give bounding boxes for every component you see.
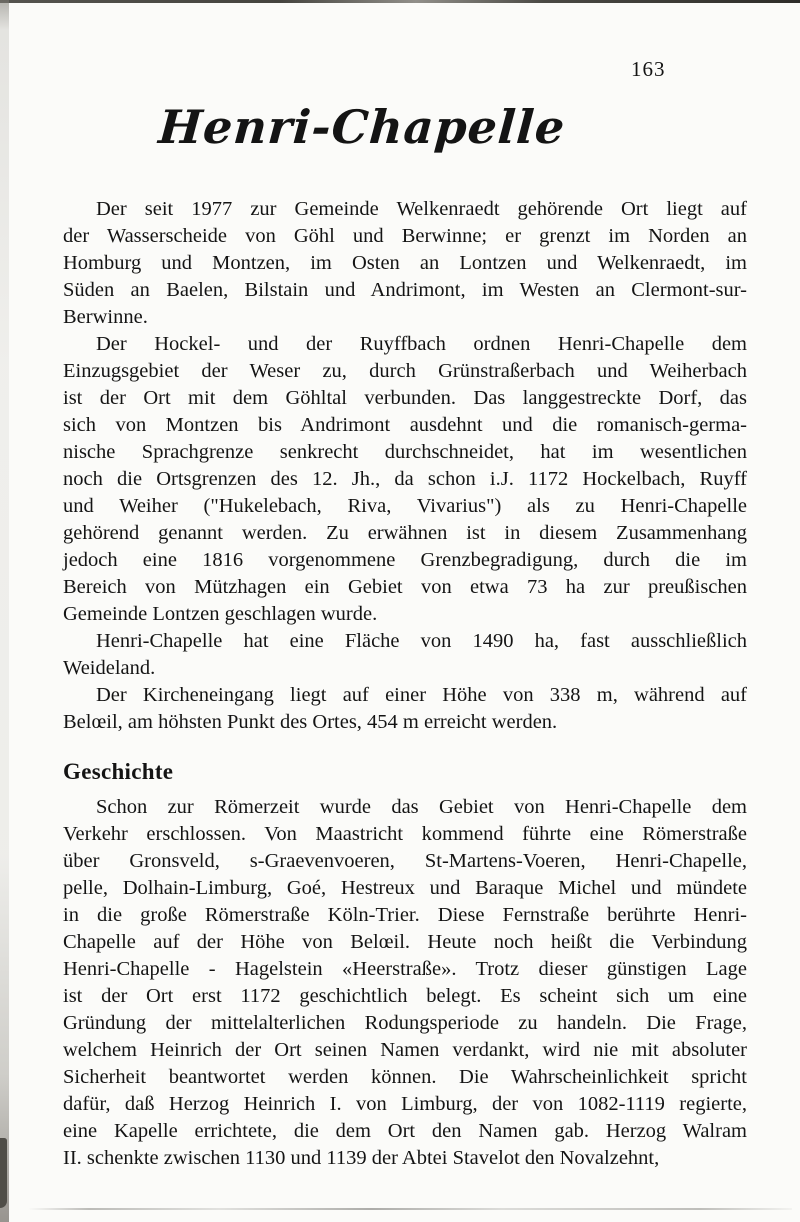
text-line: Bereich von Mützhagen ein Gebiet von etwa 73 ha zur preußischen [63, 576, 747, 598]
text-line: Sicherheit beantwortet werden können. Die Wahrscheinlichkeit spricht [63, 1066, 747, 1088]
text-line: gehörend genannt werden. Zu erwähnen ist in diesem Zusammenhang [63, 522, 747, 544]
text-line: Gründung der mittelalterlichen Rodungsperiode zu handeln. Die Frage, [63, 1012, 747, 1034]
text-line: Homburg und Montzen, im Osten an Lontzen und Welkenraedt, im [63, 252, 747, 274]
text-line: ist der Ort mit dem Göhltal verbunden. Das langgestreckte Dorf, das [63, 387, 747, 409]
section-heading: Geschichte [63, 759, 174, 784]
text-line: welchem Heinrich der Ort seinen Namen verdankt, wird nie mit absoluter [63, 1039, 747, 1061]
page-number: 163 [631, 57, 666, 81]
text-line: Der Hockel- und der Ruyffbach ordnen Henri-Chapelle dem [96, 333, 747, 355]
paragraph [63, 682, 747, 736]
text-line: Henri-Chapelle hat eine Fläche von 1490 ha, fast ausschließlich [96, 630, 747, 652]
text-line: Chapelle auf der Höhe von Belœil. Heute noch heißt die Verbindung [63, 931, 747, 953]
text-line: pelle, Dolhain-Limburg, Goé, Hestreux und Baraque Michel und mündete [63, 877, 747, 899]
text-block [63, 196, 747, 1172]
paragraph [63, 628, 747, 682]
text-line: in die große Römerstraße Köln-Trier. Diese Fernstraße berührte Henri- [63, 904, 747, 926]
text-line: jedoch eine 1816 vorgenommene Grenzbegradigung, durch die im [63, 549, 747, 571]
text-line: Der Kircheneingang liegt auf einer Höhe von 338 m, während auf [96, 684, 747, 706]
text-line: und Weiher ("Hukelebach, Riva, Vivarius") als zu Henri-Chapelle [63, 495, 747, 517]
text-line: Einzugsgebiet der Weser zu, durch Grünstraßerbach und Weiherbach [63, 360, 747, 382]
text-line: Belœil, am höhsten Punkt des Ortes, 454 m erreicht werden. [63, 711, 558, 733]
scan-mark-bottom-left [0, 1138, 7, 1208]
text-line: der Wasserscheide von Göhl und Berwinne; er grenzt im Norden an [63, 225, 747, 247]
text-line: Verkehr erschlossen. Von Maastricht kommend führte eine Römerstraße [63, 823, 747, 845]
text-line: dafür, daß Herzog Heinrich I. von Limburg, der von 1082-1119 regierte, [63, 1093, 747, 1115]
text-line: II. schenkte zwischen 1130 und 1139 der Abtei Stavelot den Novalzehnt, [63, 1147, 660, 1169]
text-line: sich von Montzen bis Andrimont ausdehnt und die romanisch-germa- [63, 414, 747, 436]
scan-edge-left [0, 0, 9, 1222]
page-title: Henri-Chapelle [156, 100, 568, 154]
text-line: Weideland. [63, 657, 156, 679]
text-line: Schon zur Römerzeit wurde das Gebiet von Henri-Chapelle dem [96, 796, 747, 818]
paragraph [63, 331, 747, 628]
text-line: über Gronsveld, s-Graevenvoeren, St-Martens-Voeren, Henri-Chapelle, [63, 850, 747, 872]
paragraph [63, 196, 747, 331]
text-line: Henri-Chapelle - Hagelstein «Heerstraße». Trotz dieser günstigen Lage [63, 958, 747, 980]
text-line: nische Sprachgrenze senkrecht durchschneidet, hat im wesentlichen [63, 441, 747, 463]
text-line: ist der Ort erst 1172 geschichtlich belegt. Es scheint sich um eine [63, 985, 747, 1007]
text-line: Der seit 1977 zur Gemeinde Welkenraedt gehörende Ort liegt auf [96, 198, 747, 220]
scan-edge-bottom [28, 1208, 792, 1210]
text-line: Gemeinde Lontzen geschlagen wurde. [63, 603, 378, 625]
text-line: noch die Ortsgrenzen des 12. Jh., da schon i.J. 1172 Hockelbach, Ruyff [63, 468, 747, 490]
text-line: Berwinne. [63, 306, 148, 328]
text-line: Süden an Baelen, Bilstain und Andrimont, im Westen an Clermont-sur- [63, 279, 747, 301]
scan-edge-top [0, 0, 800, 3]
text-line: eine Kapelle errichtete, die dem Ort den Namen gab. Herzog Walram [63, 1120, 747, 1142]
paragraph [63, 794, 747, 1172]
